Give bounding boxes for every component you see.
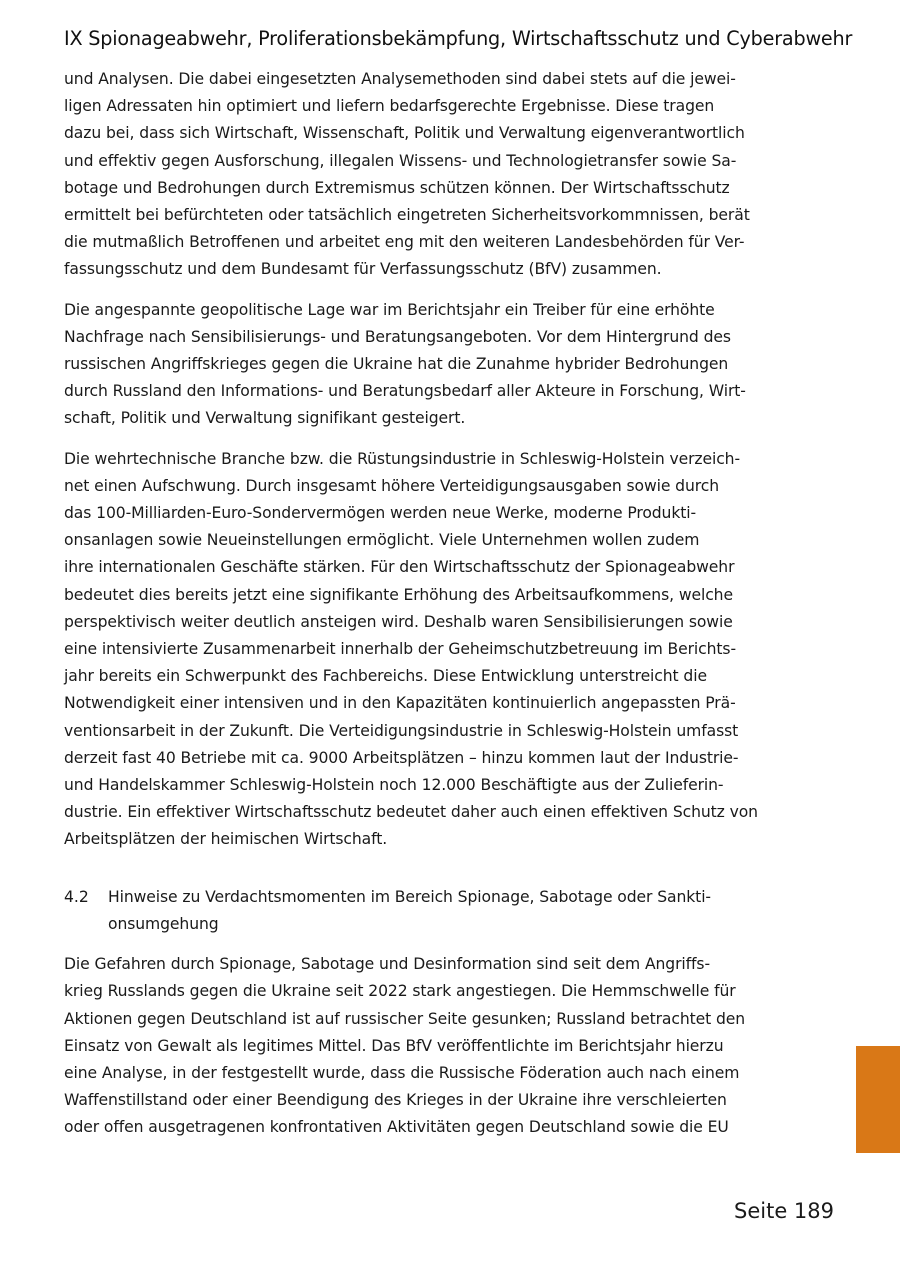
text-line: fassungsschutz und dem Bundesamt für Verfassungsschutz (BfV) zusammen. — [64, 260, 662, 279]
section-title-line: Hinweise zu Verdachtsmomenten im Bereich Spionage, Sabotage oder Sankti- — [108, 887, 711, 906]
text-line: Waffenstillstand oder einer Beendigung des Krieges in der Ukraine ihre verschleierten — [64, 1091, 727, 1110]
text-line: perspektivisch weiter deutlich ansteigen wird. Deshalb waren Sensibilisierungen sowie — [64, 612, 733, 631]
section-paragraph — [64, 951, 804, 1141]
section-number: 4.2 — [64, 887, 89, 906]
text-line: net einen Aufschwung. Durch insgesamt höhere Verteidigungsausgaben sowie durch — [64, 476, 719, 495]
text-line: Nachfrage nach Sensibilisierungs- und Beratungsangeboten. Vor dem Hintergrund des — [64, 327, 731, 346]
text-line: ermittelt bei befürchteten oder tatsächlich eingetreten Sicherheitsvorkommnissen, berät — [64, 206, 750, 225]
paragraph — [64, 446, 804, 854]
text-line: jahr bereits ein Schwerpunkt des Fachbereichs. Diese Entwicklung unterstreicht die — [64, 667, 707, 686]
text-line: oder offen ausgetragenen konfrontativen Aktivitäten gegen Deutschland sowie die EU — [64, 1118, 729, 1137]
text-line: schaft, Politik und Verwaltung signifikant gesteigert. — [64, 409, 466, 428]
text-line: ligen Adressaten hin optimiert und liefern bedarfsgerechte Ergebnisse. Diese tragen — [64, 97, 715, 116]
text-line: krieg Russlands gegen die Ukraine seit 2022 stark angestiegen. Die Hemmschwelle für — [64, 982, 736, 1001]
section-title-line: onsumgehung — [108, 914, 219, 933]
text-line: eine Analyse, in der festgestellt wurde, dass die Russische Föderation auch nach einem — [64, 1063, 740, 1082]
section-heading — [64, 884, 804, 938]
text-line: Die wehrtechnische Branche bzw. die Rüstungsindustrie in Schleswig-Holstein verzeich- — [64, 449, 740, 468]
text-line: russischen Angriffskrieges gegen die Ukraine hat die Zunahme hybrider Bedrohungen — [64, 355, 729, 374]
text-line: botage und Bedrohungen durch Extremismus schützen können. Der Wirtschaftsschutz — [64, 178, 730, 197]
text-line: Arbeitsplätzen der heimischen Wirtschaft. — [64, 830, 388, 849]
running-header: IX Spionageabwehr, Proliferationsbekämpfung, Wirtschaftsschutz und Cyberabwehr — [64, 27, 853, 50]
chapter-tab-marker — [856, 1046, 900, 1153]
text-line: dustrie. Ein effektiver Wirtschaftsschutz bedeutet daher auch einen effektiven Schutz von — [64, 803, 758, 822]
text-line: bedeutet dies bereits jetzt eine signifikante Erhöhung des Arbeitsaufkommens, welche — [64, 585, 733, 604]
text-line: Die Gefahren durch Spionage, Sabotage und Desinformation sind seit dem Angriffs- — [64, 955, 710, 974]
text-line: und Analysen. Die dabei eingesetzten Analysemethoden sind dabei stets auf die jewei- — [64, 70, 736, 88]
text-line: derzeit fast 40 Betriebe mit ca. 9000 Arbeitsplätzen – hinzu kommen laut der Industrie- — [64, 748, 739, 767]
text-line: Aktionen gegen Deutschland ist auf russischer Seite gesunken; Russland betrachtet den — [64, 1009, 746, 1028]
text-line: eine intensivierte Zusammenarbeit innerhalb der Geheimschutzbetreuung im Berichts- — [64, 640, 736, 659]
paragraph — [64, 66, 804, 284]
text-line: Notwendigkeit einer intensiven und in den Kapazitäten kontinuierlich angepassten Prä- — [64, 694, 736, 713]
text-line: die mutmaßlich Betroffenen und arbeitet eng mit den weiteren Landesbehörden für Ver- — [64, 233, 745, 252]
text-line: und Handelskammer Schleswig-Holstein noch 12.000 Beschäftigte aus der Zulieferin- — [64, 776, 724, 795]
paragraph — [64, 297, 804, 433]
text-line: Die angespannte geopolitische Lage war im Berichtsjahr ein Treiber für eine erhöhte — [64, 300, 715, 319]
page-number: Seite 189 — [734, 1199, 834, 1223]
text-line: ihre internationalen Geschäfte stärken. Für den Wirtschaftsschutz der Spionageabwehr — [64, 558, 735, 577]
text-line: und effektiv gegen Ausforschung, illegalen Wissens- und Technologietransfer sowie Sa- — [64, 151, 737, 170]
text-line: dazu bei, dass sich Wirtschaft, Wissenschaft, Politik und Verwaltung eigenverantwortlich — [64, 124, 745, 143]
text-line: das 100-Milliarden-Euro-Sondervermögen werden neue Werke, moderne Produkti- — [64, 504, 697, 523]
text-line: Einsatz von Gewalt als legitimes Mittel. Das BfV veröffentlichte im Berichtsjahr hierzu — [64, 1036, 724, 1055]
paragraph-group — [64, 66, 804, 854]
body-text — [64, 66, 804, 1155]
text-line: onsanlagen sowie Neueinstellungen ermöglicht. Viele Unternehmen wollen zudem — [64, 531, 700, 550]
section-title — [108, 884, 804, 938]
text-line: durch Russland den Informations- und Beratungsbedarf aller Akteure in Forschung, Wirt- — [64, 382, 746, 401]
text-line: ventionsarbeit in der Zukunft. Die Verteidigungsindustrie in Schleswig-Holstein umfasst — [64, 721, 739, 740]
